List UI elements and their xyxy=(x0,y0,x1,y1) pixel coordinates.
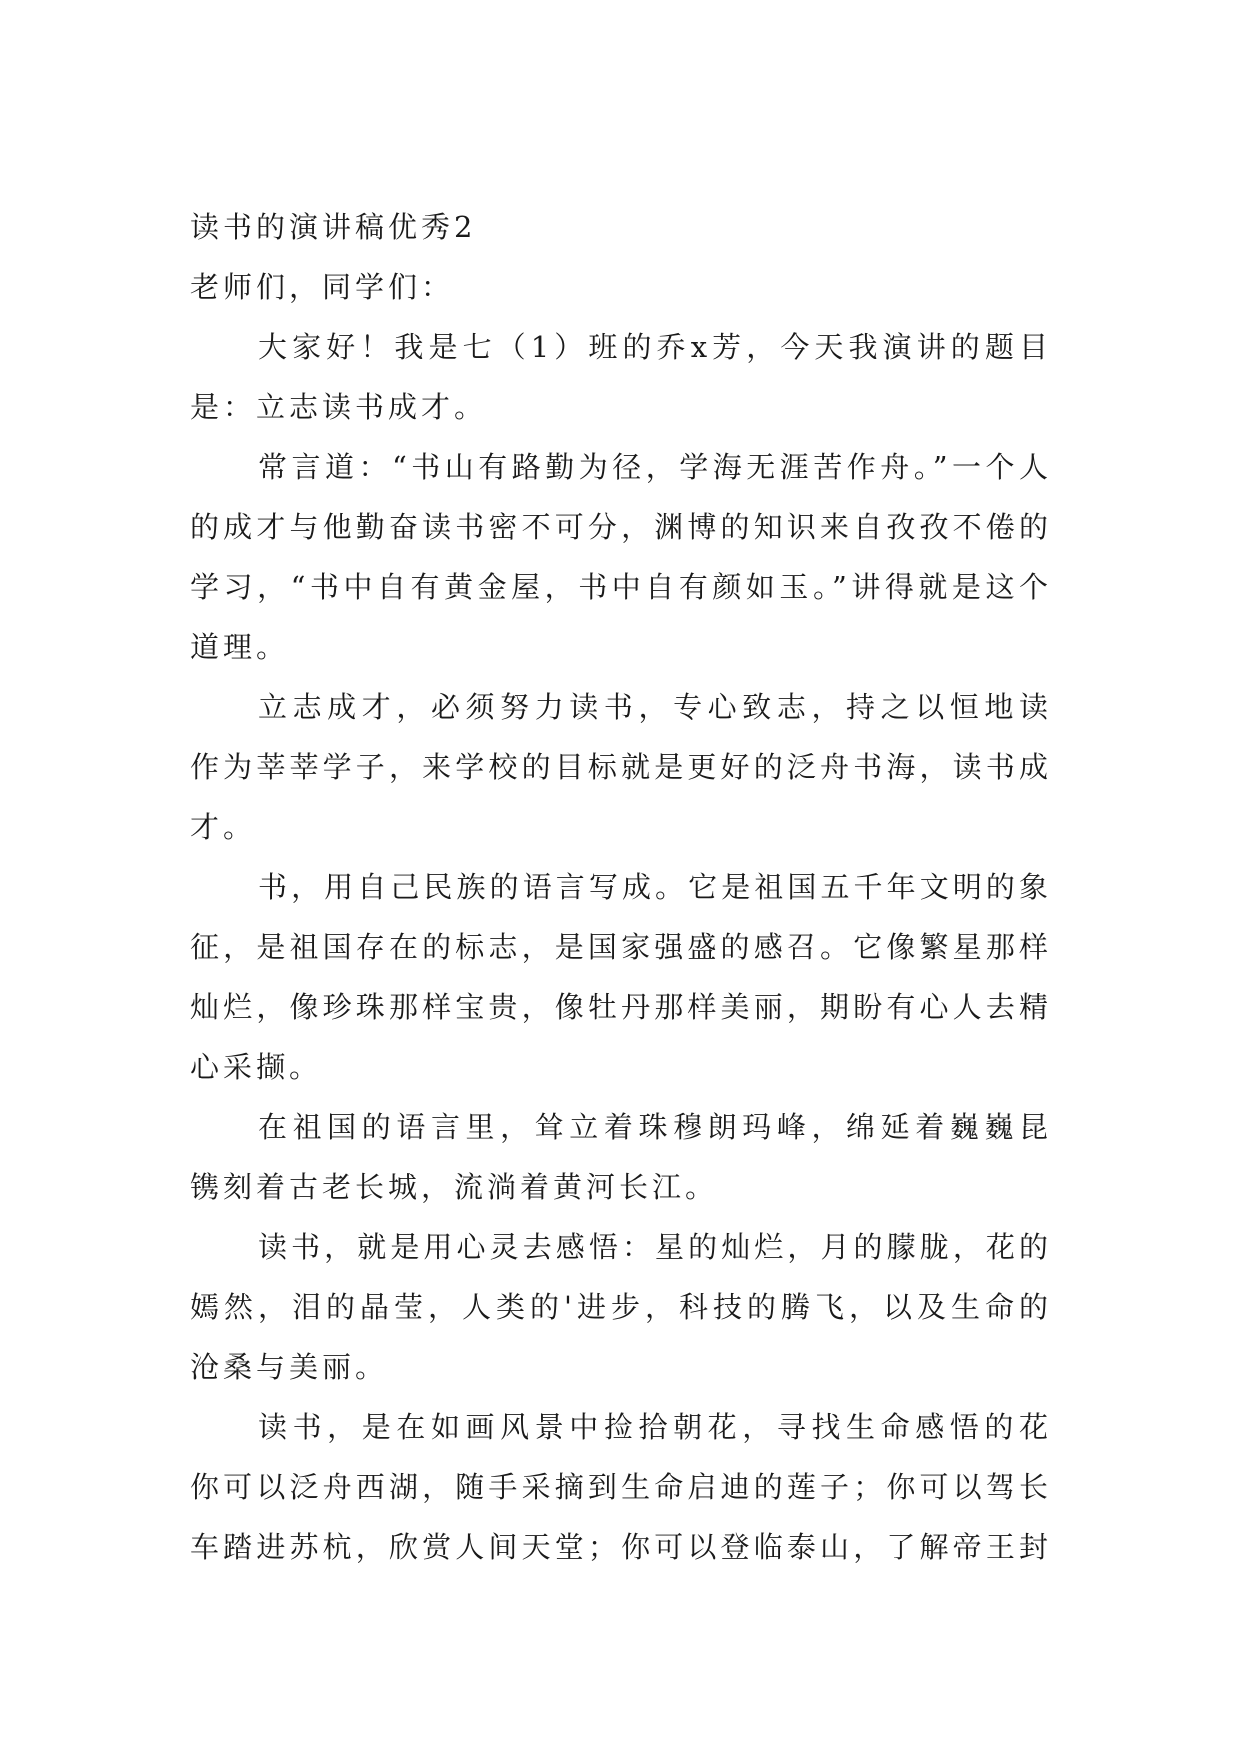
paragraph-line: 灿烂，像珍珠那样宝贵，像牡丹那样美丽，期盼有心人去精 xyxy=(190,990,1052,1024)
paragraph-line: 在祖国的语言里，耸立着珠穆朗玛峰，绵延着巍巍昆 xyxy=(258,1110,1052,1144)
document-body xyxy=(190,197,1052,1577)
salutation: 老师们，同学们： xyxy=(190,270,455,304)
paragraph-line: 道理。 xyxy=(190,630,290,664)
paragraph-line: 你可以泛舟西湖，随手采摘到生命启迪的莲子；你可以驾长 xyxy=(190,1470,1052,1504)
paragraph-line: 的成才与他勤奋读书密不可分，渊博的知识来自孜孜不倦的 xyxy=(190,510,1052,544)
paragraph-line: 心采撷。 xyxy=(190,1050,323,1084)
paragraph-line: 是：立志读书成才。 xyxy=(190,390,488,424)
paragraph-line: 常言道：“书山有路勤为径，学海无涯苦作舟。”一个人 xyxy=(258,450,1052,484)
paragraph-line: 读书，是在如画风景中捡拾朝花，寻找生命感悟的花 xyxy=(258,1410,1052,1444)
paragraph-line: 书，用自己民族的语言写成。它是祖国五千年文明的象 xyxy=(258,870,1052,904)
paragraph-line: 立志成才，必须努力读书，专心致志，持之以恒地读 xyxy=(258,690,1052,724)
paragraph-line: 镌刻着古老长城，流淌着黄河长江。 xyxy=(190,1170,719,1204)
paragraph-line: 学习，“书中自有黄金屋，书中自有颜如玉。”讲得就是这个 xyxy=(190,570,1052,604)
paragraph-line: 嫣然，泪的晶莹，人类的'进步，科技的腾飞，以及生命的 xyxy=(190,1290,1052,1324)
paragraph-line: 才。 xyxy=(190,810,257,844)
paragraph-line: 沧桑与美丽。 xyxy=(190,1350,389,1384)
paragraph-line: 读书，就是用心灵去感悟：星的灿烂，月的朦胧，花的 xyxy=(258,1230,1052,1264)
paragraph-line: 征，是祖国存在的标志，是国家强盛的感召。它像繁星那样 xyxy=(190,930,1052,964)
paragraph-line: 作为莘莘学子，来学校的目标就是更好的泛舟书海，读书成 xyxy=(190,750,1052,784)
paragraph-line: 大家好！我是七（1）班的乔x芳，今天我演讲的题目 xyxy=(258,330,1052,364)
document-title: 读书的演讲稿优秀2 xyxy=(190,210,477,244)
paragraph-line: 车踏进苏杭，欣赏人间天堂；你可以登临泰山，了解帝王封 xyxy=(190,1530,1052,1564)
